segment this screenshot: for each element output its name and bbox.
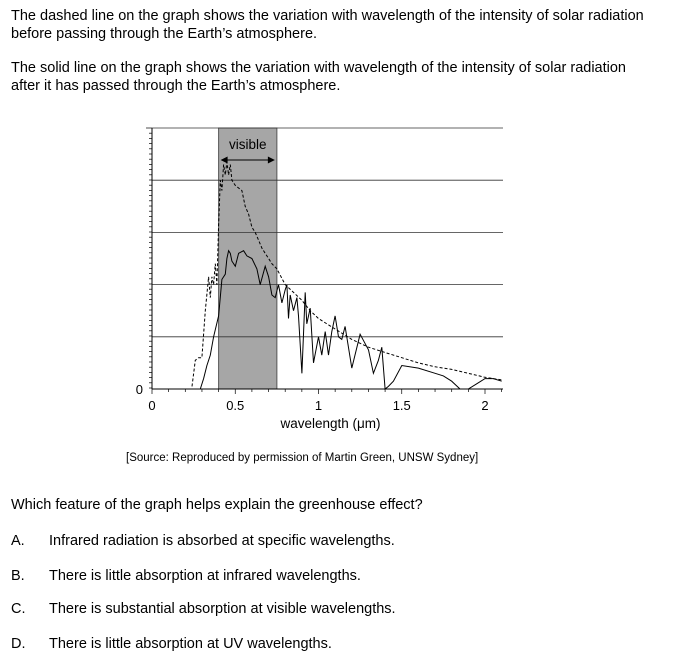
option-a-text: Infrared radiation is absorbed at specific wavelengths. — [49, 533, 395, 549]
option-c-text: There is substantial absorption at visible wavelengths. — [49, 601, 396, 617]
intro-paragraph-solid: The solid line on the graph shows the variation with wavelength of the intensity of solar radiation after it has passed through the Earth’s atmosphere. — [11, 60, 626, 94]
source-citation: [Source: Reproduced by permission of Martin Green, UNSW Sydney] — [126, 452, 479, 464]
option-d-text: There is little absorption at UV wavelengths. — [49, 636, 332, 652]
x-tick-label: 0.5 — [226, 398, 245, 413]
option-d-letter: D. — [11, 636, 26, 652]
option-a-letter: A. — [11, 533, 25, 549]
x-tick-label: 1 — [314, 398, 323, 413]
intro-paragraph-dashed: The dashed line on the graph shows the variation with wavelength of the intensity of solar radiation before passing through the Earth’s atmosphere. — [11, 8, 644, 42]
option-b-letter: B. — [11, 568, 25, 584]
y-tick-label: 0 — [135, 382, 143, 397]
option-b-text: There is little absorption at infrared wavelengths. — [49, 568, 361, 584]
x-tick-label: 0 — [148, 398, 156, 413]
option-c-letter: C. — [11, 601, 26, 617]
x-axis-label: wavelength (μm) — [280, 416, 381, 431]
x-tick-label: 1.5 — [392, 398, 411, 413]
x-tick-label: 2 — [481, 398, 489, 413]
question-text: Which feature of the graph helps explain the greenhouse effect? — [11, 497, 423, 513]
visible-band-label: visible — [228, 137, 267, 152]
